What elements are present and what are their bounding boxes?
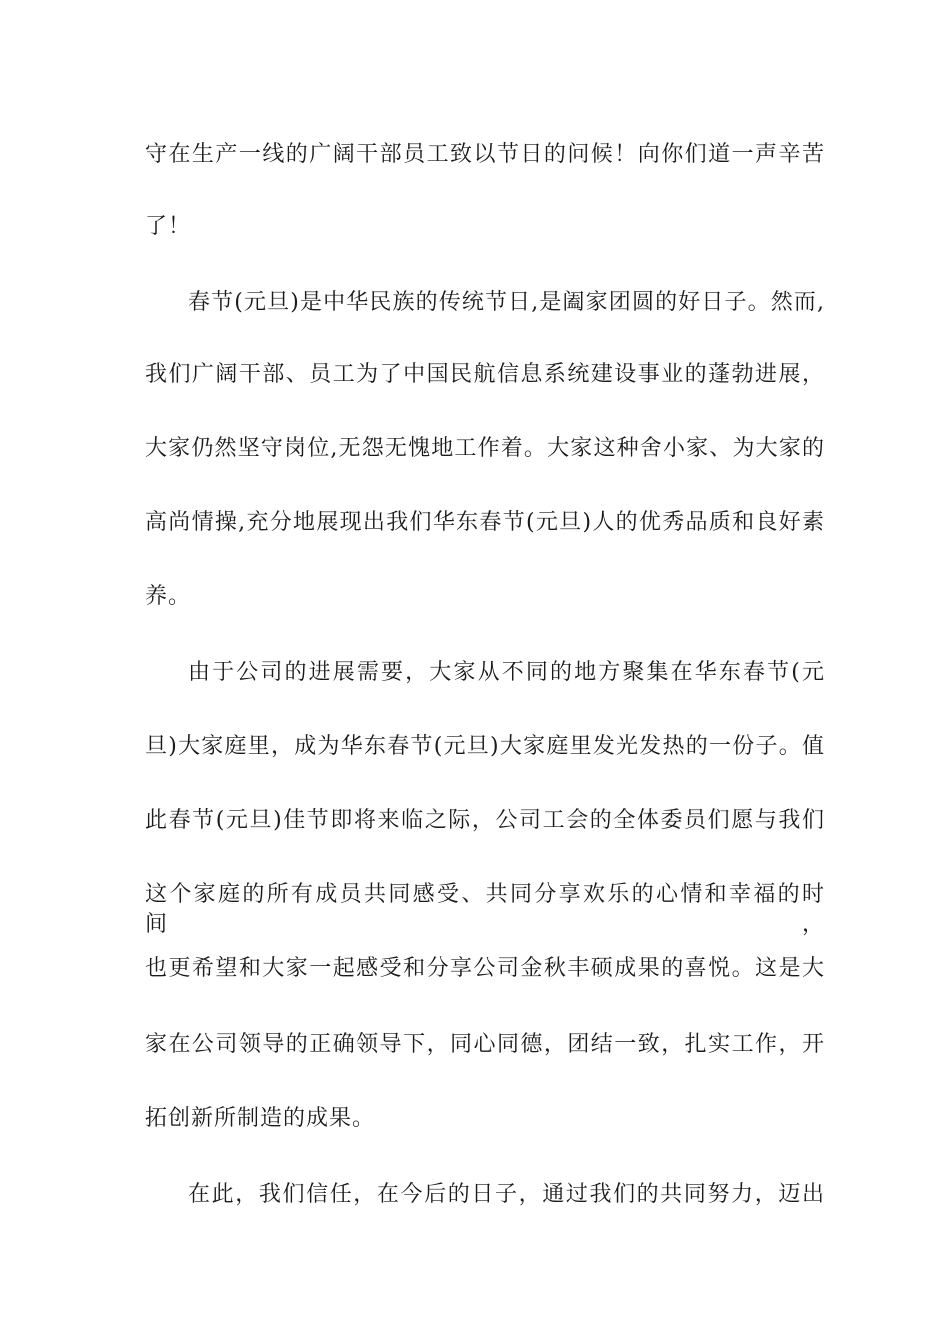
text-line: 高尚情操,充分地展现出我们华东春节(元旦)人的优秀品质和良好素 <box>145 510 825 535</box>
text-line: 家在公司领导的正确领导下，同心同德，团结一致，扎实工作，开 <box>145 1032 825 1057</box>
text-line: 拓创新所制造的成果。 <box>145 1106 376 1131</box>
text-line: 也更希望和大家一起感受和分享公司金秋丰硕成果的喜悦。这是大 <box>145 956 825 981</box>
text-line: 这个家庭的所有成员共同感受、共同分享欢乐的心情和幸福的时间， <box>145 882 825 937</box>
text-line: 了！ <box>145 214 192 239</box>
text-line: 养。 <box>145 584 192 609</box>
text-line: 大家仍然坚守岗位,无怨无愧地工作着。大家这种舍小家、为大家的 <box>145 436 825 461</box>
text-line: 我们广阔干部、员工为了中国民航信息系统建设事业的蓬勃进展， <box>145 362 825 387</box>
paragraph-first-line: 在此，我们信任，在今后的日子，通过我们的共同努力，迈出 <box>188 1182 825 1207</box>
text-line: 守在生产一线的广阔干部员工致以节日的问候！向你们道一声辛苦 <box>145 142 825 167</box>
text-line: 旦)大家庭里，成为华东春节(元旦)大家庭里发光发热的一份子。值 <box>145 734 825 759</box>
paragraph-first-line: 春节(元旦)是中华民族的传统节日,是阖家团圆的好日子。然而, <box>188 290 825 315</box>
text-line: 此春节(元旦)佳节即将来临之际，公司工会的全体委员们愿与我们 <box>145 808 825 833</box>
paragraph-first-line: 由于公司的进展需要，大家从不同的地方聚集在华东春节(元 <box>188 660 825 685</box>
